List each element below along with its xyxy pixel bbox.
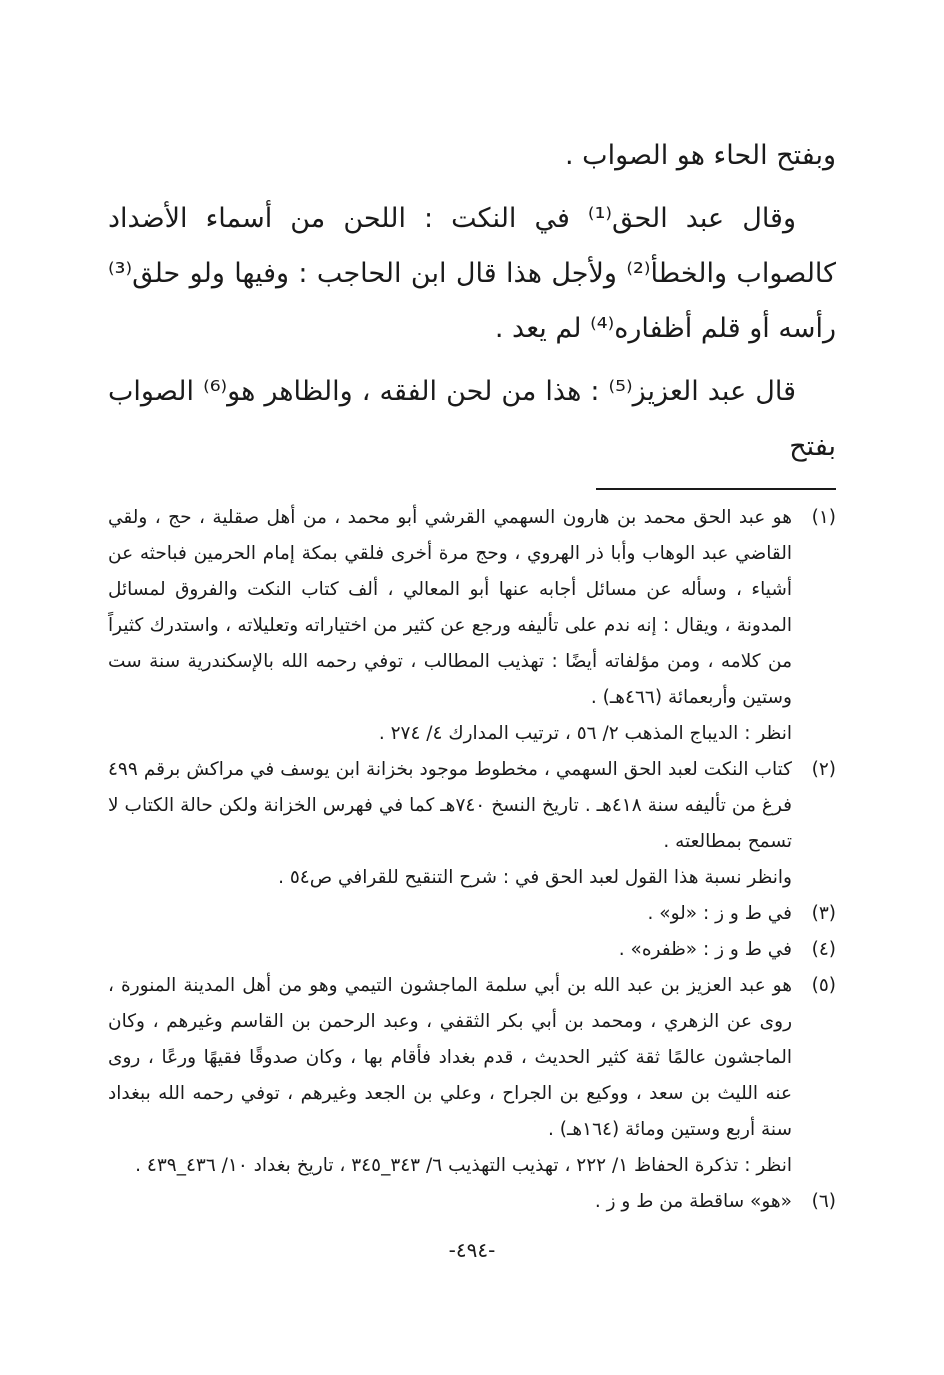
footnote-reference: انظر : الديباج المذهب ٢/ ٥٦ ، ترتيب المدارك ٤/ ٢٧٤ . [378,723,792,744]
footnotes [108,500,836,1220]
footnote-3 [108,896,836,932]
footnote-separator [596,488,836,490]
footnote-body [108,932,792,968]
footnote-number: (٤) [811,939,836,960]
footnote-4 [108,932,836,968]
main-paragraph-2: وقال عبد الحق⁽¹⁾ في النكت : اللحن من أسماء الأضداد كالصواب والخطأ⁽²⁾ ولأجل هذا قال ابن الحاجب : وفيها ولو حلق⁽³⁾ رأسه أو قلم أظفاره⁽⁴⁾ لم يعد . [108,203,837,344]
footnote-number: (٣) [811,903,836,924]
footnote-body [108,1184,792,1220]
main-paragraph-3: قال عبد العزيز⁽⁵⁾ : هذا من لحن الفقه ، والظاهر هو⁽⁶⁾ الصواب بفتح [108,376,836,462]
main-text [108,128,836,474]
footnote-reference: انظر : تذكرة الحفاظ ١/ ٢٢٢ ، تهذيب التهذيب ٦/ ٣٤٣_٣٤٥ ، تاريخ بغداد ١٠/ ٤٣٦_٤٣٩ . [135,1155,792,1176]
footnote-text: في ط و ز : «ظفره» . [618,939,792,960]
footnote-1 [108,500,836,752]
page-content [108,128,836,1220]
footnote-reference: وانظر نسبة هذا القول لعبد الحق في : شرح التنقيح للقرافي ص٥٤ . [278,867,792,888]
footnote-6 [108,1184,836,1220]
footnote-body [108,500,792,752]
footnote-body [108,968,792,1184]
footnote-text: في ط و ز : «لو» . [647,903,792,924]
footnote-text: كتاب النكت لعبد الحق السهمي ، مخطوط موجود بخزانة ابن يوسف في مراكش برقم ٤٩٩ فرغ من تأليفه سنة ٤١٨هـ . تاريخ النسخ ٧٤٠هـ كما في فهرس الخزانة ولكن حالة الكتاب لا تسمح بمطالعته . [108,759,792,852]
footnote-number: (١) [811,507,836,528]
footnote-5 [108,968,836,1184]
footnote-text: هو عبد العزيز بن عبد الله بن أبي سلمة الماجشون التيمي وهو من أهل المدينة المنورة ، روى عن الزهري ، ومحمد بن أبي بكر الثقفي ، وعبد الرحمن بن القاسم وغيرهم ، وكان الماجشون عالمًا ثقة كثير الحديث ، قدم بغداد فأقام بها ، وكان صدوقًا فقيهًا ورعًا ، روى عنه الليث بن سعد ، ووكيع بن الجراح ، وعلي بن الجعد وغيرهم ، توفي رحمه الله ببغداد سنة أربع وستين ومائة (١٦٤هـ) . [108,975,792,1140]
footnote-number: (٢) [811,759,836,780]
footnote-number: (٦) [811,1191,836,1212]
footnote-body [108,752,792,896]
main-paragraph-1: وبفتح الحاء هو الصواب . [565,140,836,171]
page-number: -٤٩٤- [448,1238,496,1262]
footnote-number: (٥) [811,975,836,996]
footnote-body [108,896,792,932]
footnote-text: هو عبد الحق محمد بن هارون السهمي القرشي أبو محمد ، من أهل صقلية ، حج ، ولقي القاضي عبد الوهاب وأبا ذر الهروي ، وحج مرة أخرى فلقي بمكة إمام الحرمين فباحثه عن أشياء ، وسأله عن مسائل أجابه عنها أبو المعالي ، ألف كتاب النكت والفروق لمسائل المدونة ، ويقال : إنه ندم على تأليفه ورجع عن كثير من اختياراته وتعليلاته ، واستدرك كثيراً من كلامه ، ومن مؤلفاته أيضًا : تهذيب المطالب ، توفي رحمه الله بالإسكندرية سنة ست وستين وأربعمائة (٤٦٦هـ) . [108,507,792,708]
footnote-2 [108,752,836,896]
footnote-text: «هو» ساقطة من ط و ز . [594,1191,792,1212]
